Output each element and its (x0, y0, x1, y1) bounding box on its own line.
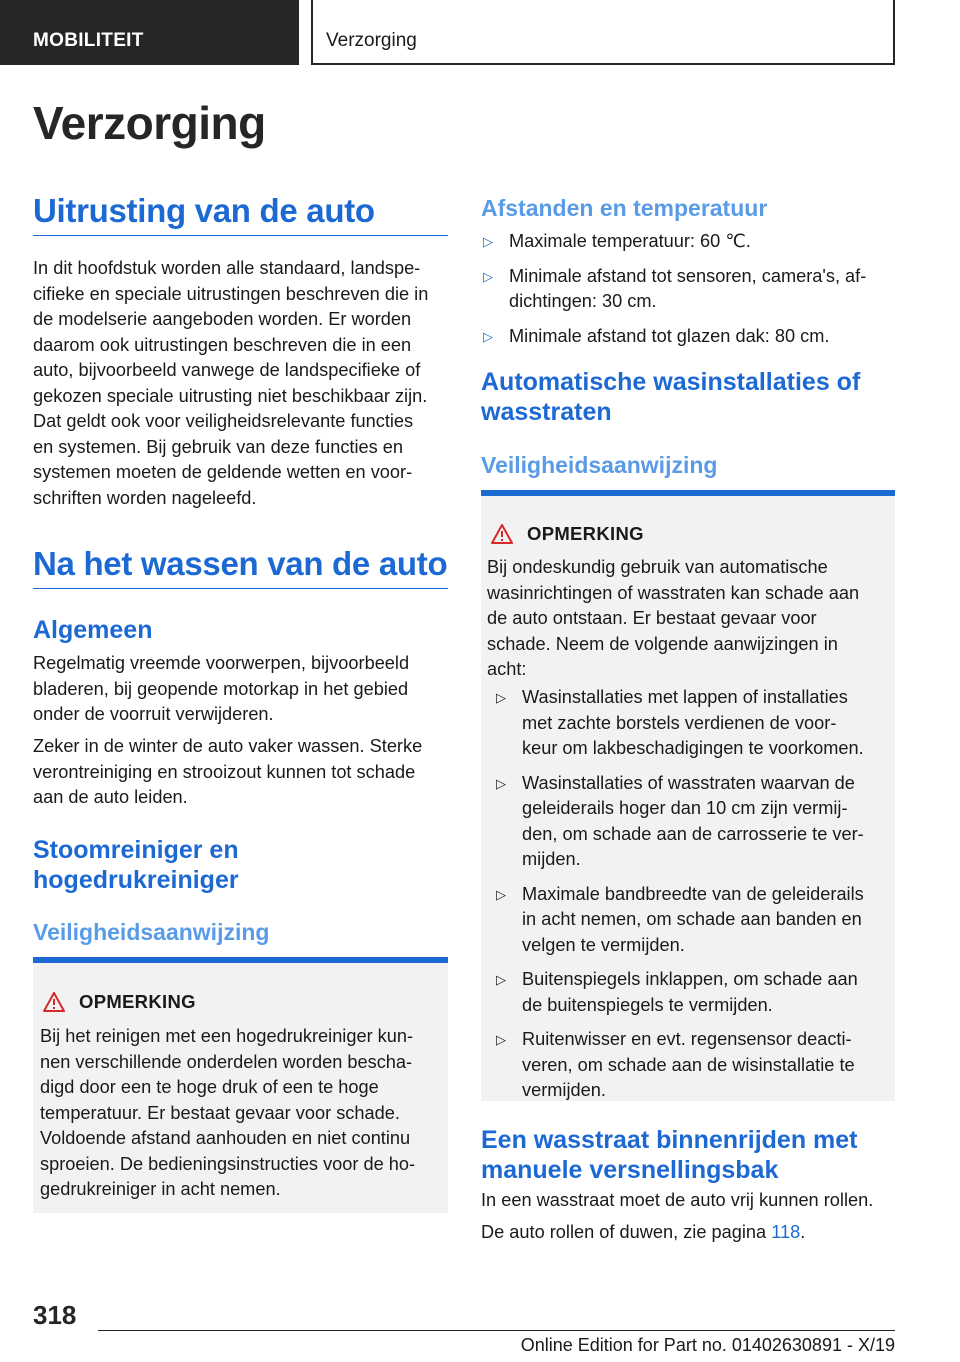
heading-rule (33, 588, 448, 589)
triangle-bullet-icon: ▷ (483, 234, 493, 249)
warning-triangle-icon (43, 992, 65, 1012)
heading-general: Algemeen (33, 616, 153, 644)
note-box-right (481, 490, 895, 1101)
list-item: ▷ Ruitenwisser en evt. regensensor deacti- veren, om schade aan de wisinstallatie te vermijden. (496, 1029, 855, 1100)
paragraph-enter-2: De auto rollen of duwen, zie pagina 118. (481, 1222, 806, 1242)
note-header (491, 523, 644, 545)
warning-triangle-icon (491, 524, 513, 544)
list-item: ▷ Maximale bandbreedte van de geleiderails in acht nemen, om schade aan banden en velgen te vermijden. (496, 883, 864, 955)
list-item: ▷ Buitenspiegels inklappen, om schade aan de buitenspiegels te vermijden. (496, 969, 858, 1015)
triangle-bullet-icon: ▷ (483, 328, 493, 344)
section-label: MOBILITEIT (33, 30, 144, 51)
note-text: Bij ondeskundig gebruik van automatische wasinrichtingen of wasstraten kan schade aan de auto ontstaan. Er bestaat gevaar voor schade. Neem de volgende aanwijzingen in acht: (487, 557, 860, 679)
triangle-bullet-icon: ▷ (496, 972, 506, 987)
page-number: 318 (33, 1300, 77, 1330)
list-item: ▷ Wasinstallaties met lappen of installaties met zachte borstels verdienen de voor- keur om lakbeschadigingen te voorkomen. (496, 687, 864, 758)
heading-safety-right: Veiligheidsaanwijzing (481, 452, 718, 478)
list-item: ▷ Minimale afstand tot glazen dak: 80 cm. (481, 324, 895, 350)
page-reference-link[interactable]: 118 (771, 1222, 801, 1242)
heading-distance-temperature: Afstanden en temperatuur (481, 195, 768, 221)
paragraph-enter-1: In een wasstraat moet de auto vrij kunnen rollen. (481, 1190, 874, 1210)
triangle-bullet-icon: ▷ (496, 775, 506, 791)
note-text: Bij het reinigen met een hogedrukreiniger kun- nen verschillende onderdelen worden bescha- digd door een te hoge druk of een te hoge temperatuur. Er bestaat gevaar voor schade. Voldoende afstand aanhouden en niet continu sproeien. De bedieningsinstructies voor de ho- gedrukreiniger in acht nemen. (40, 1026, 416, 1199)
note-label: OPMERKING (527, 523, 644, 544)
triangle-bullet-icon: ▷ (496, 690, 506, 705)
heading-enter-car-wash: Een wasstraat binnenrijden met manuele versnellingsbak (481, 1126, 858, 1184)
paragraph-equipment: In dit hoofdstuk worden alle standaard, landspe- cifieke en speciale uitrustingen beschreven die in de modelserie aangeboden worden. Er worden daarom ook uitrustingen beschreven die in een auto, bijvoorbeeld vanwege de landspecifieke of gekozen speciale uitrusting niet beschikbaar zijn. Dat geldt ook voor veiligheidsrelevante functies en systemen. Bij gebruik van deze functies en systemen moeten de geldende wetten en voor- schriften worden nageleefd. (33, 258, 429, 508)
note-list (494, 685, 889, 1113)
section-tab[interactable] (0, 0, 299, 65)
heading-rule (33, 235, 448, 236)
triangle-bullet-icon: ▷ (483, 268, 493, 284)
page-title: Verzorging (33, 97, 266, 149)
edition-label: Online Edition for Part no. 01402630891 - X/19 (520, 1335, 895, 1355)
distance-list (481, 229, 895, 358)
paragraph-general-1: Regelmatig vreemde voorwerpen, bijvoorbeeld bladeren, bij geopende motorkap in het gebied onder de voorruit verwijderen. (33, 653, 410, 724)
paragraph-general-2: Zeker in de winter de auto vaker wassen. Sterke verontreiniging en strooizout kunnen tot schade aan de auto leiden. (33, 736, 423, 807)
heading-safety-left: Veiligheidsaanwijzing (33, 919, 270, 945)
list-item: ▷ Minimale afstand tot sensoren, camera's, af- dichtingen: 30 cm. (483, 265, 867, 311)
footer-rule (98, 1330, 895, 1331)
triangle-bullet-icon: ▷ (496, 886, 506, 902)
chapter-label: Verzorging (326, 30, 417, 51)
triangle-bullet-icon: ▷ (496, 1032, 506, 1047)
heading-steam-cleaner: Stoomreiniger en hogedrukreiniger (33, 836, 239, 894)
list-item: ▷ Wasinstallaties of wasstraten waarvan de geleiderails hoger dan 10 cm zijn vermij- den, om schade aan de carrosserie te ver- mijden. (496, 772, 864, 869)
chapter-tab (311, 0, 895, 65)
heading-equipment: Uitrusting van de auto (33, 192, 375, 229)
heading-automatic-wash: Automatische wasinstallaties of wasstraten (481, 368, 861, 426)
note-box-left (33, 957, 448, 1213)
note-label: OPMERKING (79, 991, 196, 1012)
list-item: ▷ Maximale temperatuur: 60 ℃. (481, 229, 895, 255)
note-header (43, 991, 196, 1013)
heading-after-wash: Na het wassen van de auto (33, 545, 448, 582)
